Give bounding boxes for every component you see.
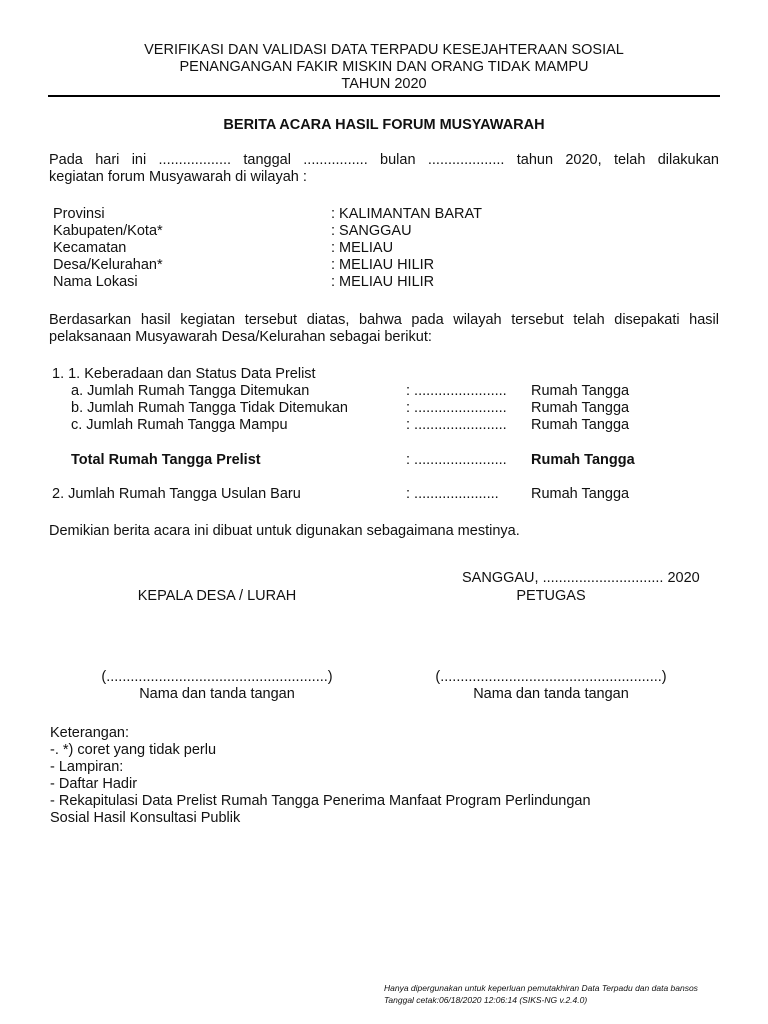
location-value: : SANGGAU [331, 223, 412, 239]
location-value: : MELIAU HILIR [331, 257, 435, 273]
total-blank: : ....................... [406, 452, 507, 468]
section-2-label: 2. Jumlah Rumah Tangga Usulan Baru [52, 486, 301, 502]
location-label: Provinsi [53, 206, 105, 222]
header-line-2: PENANGANGAN FAKIR MISKIN DAN ORANG TIDAK MAMPU [179, 59, 589, 75]
location-label: Kabupaten/Kota* [53, 223, 163, 239]
item-label: c. Jumlah Rumah Tangga Mampu [71, 417, 288, 433]
item-label: b. Jumlah Rumah Tangga Tidak Ditemukan [71, 400, 348, 416]
header-divider [48, 95, 720, 97]
total-label: Total Rumah Tangga Prelist [71, 452, 261, 468]
location-value: : MELIAU HILIR [331, 274, 435, 290]
item-label: a. Jumlah Rumah Tangga Ditemukan [71, 383, 310, 399]
notes-line: - Daftar Hadir [50, 776, 138, 792]
location-value: : MELIAU [331, 240, 394, 256]
notes-line: -. *) coret yang tidak perlu [50, 742, 217, 758]
item-blank: : ....................... [406, 417, 507, 433]
location-label: Desa/Kelurahan* [53, 257, 163, 273]
intro-line-1: Pada hari ini .................. tanggal ................ bulan ................... tahun 2020, telah dilakukan [49, 152, 719, 168]
section-2-unit: Rumah Tangga [531, 486, 630, 502]
total-unit: Rumah Tangga [531, 452, 635, 468]
item-unit: Rumah Tangga [531, 400, 630, 416]
closing-statement: Demikian berita acara ini dibuat untuk digunakan sebagaimana mestinya. [49, 523, 520, 539]
left-signature-caption: Nama dan tanda tangan [139, 686, 295, 702]
item-unit: Rumah Tangga [531, 417, 630, 433]
intro-line-2: kegiatan forum Musyawarah di wilayah : [49, 169, 307, 185]
right-signature-caption: Nama dan tanda tangan [473, 686, 629, 702]
document-title: BERITA ACARA HASIL FORUM MUSYAWARAH [223, 117, 545, 133]
notes-line: - Lampiran: [50, 759, 124, 775]
section-2-blank: : ..................... [406, 486, 499, 502]
footer-line-2: Tanggal cetak:06/18/2020 12:06:14 (SIKS-NG v.2.4.0) [384, 995, 588, 1005]
header-line-3: TAHUN 2020 [341, 76, 427, 92]
location-label: Kecamatan [53, 240, 127, 256]
notes-line: - Rekapitulasi Data Prelist Rumah Tangga Penerima Manfaat Program Perlindungan [50, 793, 591, 809]
notes-line: Sosial Hasil Konsultasi Publik [50, 810, 241, 826]
header-line-1: VERIFIKASI DAN VALIDASI DATA TERPADU KESEJAHTERAAN SOSIAL [144, 42, 624, 58]
left-role: KEPALA DESA / LURAH [137, 588, 297, 604]
right-role: PETUGAS [516, 588, 586, 604]
item-blank: : ....................... [406, 400, 507, 416]
notes-heading: Keterangan: [50, 725, 130, 741]
place-date: SANGGAU, .............................. 2020 [462, 570, 700, 586]
left-signature-blank: (.......................................................) [101, 669, 333, 685]
footer-line-1: Hanya dipergunakan untuk keperluan pemutakhiran Data Terpadu dan data bansos [384, 983, 698, 993]
section-1-heading: 1. 1. Keberadaan dan Status Data Prelist [52, 366, 316, 382]
location-label: Nama Lokasi [53, 274, 138, 290]
location-value: : KALIMANTAN BARAT [331, 206, 482, 222]
item-unit: Rumah Tangga [531, 383, 630, 399]
right-signature-blank: (.......................................................) [435, 669, 667, 685]
item-blank: : ....................... [406, 383, 507, 399]
basis-line-1: Berdasarkan hasil kegiatan tersebut diatas, bahwa pada wilayah tersebut telah disepakati hasil [49, 312, 719, 328]
basis-line-2: pelaksanaan Musyawarah Desa/Kelurahan sebagai berikut: [49, 329, 432, 345]
